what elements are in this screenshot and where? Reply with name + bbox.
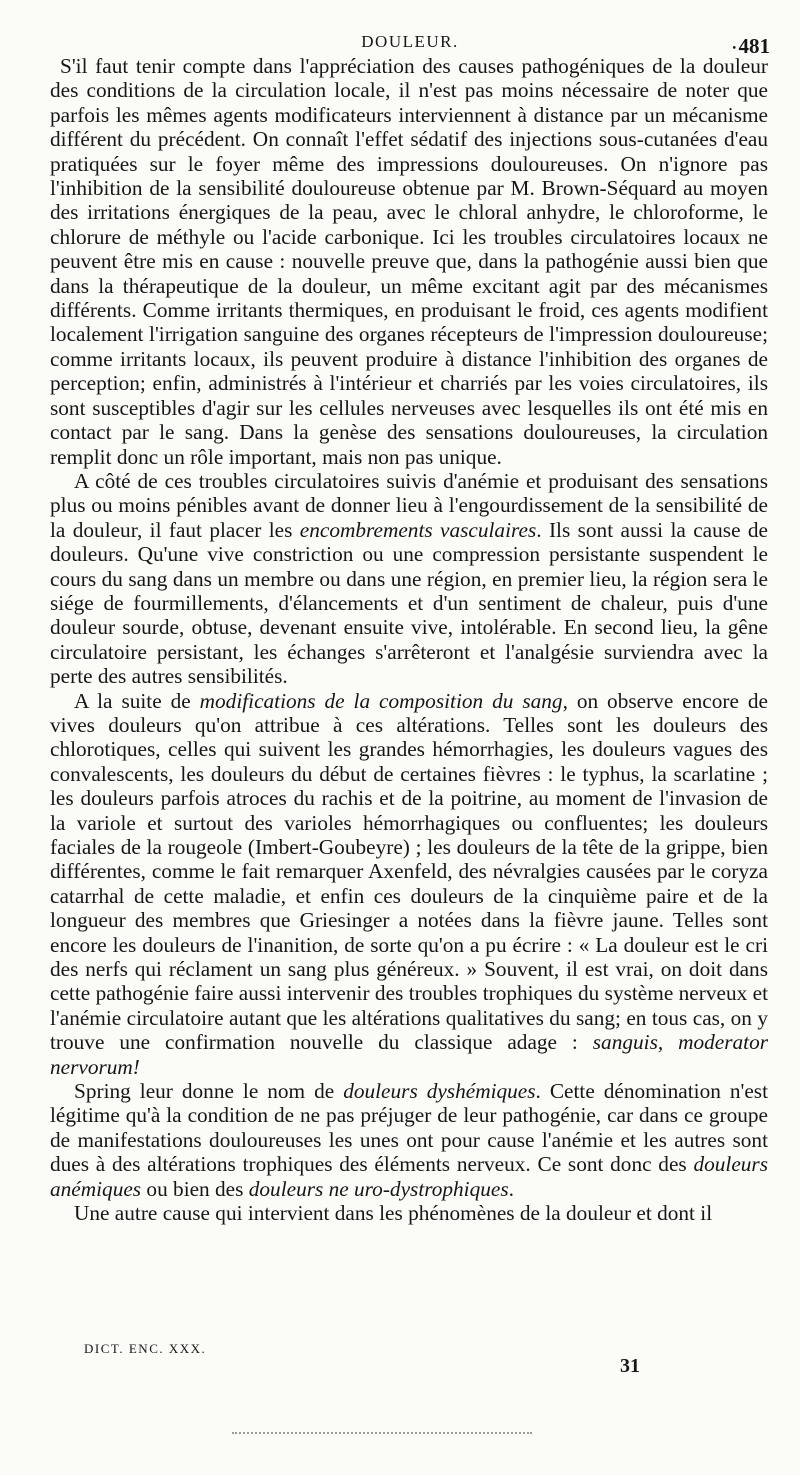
paragraph (50, 54, 768, 469)
text-run: . Ils sont aussi la cause de douleurs. Qu'une vive constriction ou une compression persistante suspendent le cours du sang dans un membre ou dans une région, en premier lieu, la région sera le siége de fourmillements, d'élancements et d'un sentiment de chaleur, puis d'une douleur sourde, obtuse, devenant ensuite vive, intolérable. En second lieu, la gêne circulatoire persistant, les échanges s'arrêteront et l'analgésie surviendra avec la perte des autres sensibilités. (50, 517, 768, 689)
signature-mark: DICT. ENC. XXX. (84, 1341, 207, 1356)
page-number: • 481 (732, 34, 770, 59)
running-title: DOULEUR. (361, 32, 459, 51)
paragraph (50, 469, 768, 689)
bottom-rule (232, 1432, 532, 1434)
italic-run: encombrements vasculaires (299, 517, 537, 542)
text-run: ou bien des (141, 1176, 249, 1201)
italic-run: douleurs dyshémiques (343, 1079, 536, 1104)
text-run: Spring leur donne le nom de (74, 1079, 344, 1104)
text-run: A la suite de (74, 688, 200, 713)
text-run: S'il faut tenir compte dans l'appréciation des causes pathogéniques de la douleur des conditions de la circulation locale, il n'est pas moins nécessaire de noter que parfois les mêmes agents modificateurs interviennent à distance par un mécanisme différent du précédent. On connaît l'effet sédatif des injections sous-cutanées d'eau pratiquées sur le foyer même des impressions douloureuses. On n'ignore pas l'inhibition de la sensibilité douloureuse obtenue par M. Brown-Séquard au moyen des irritations énergiques de la peau, avec le chloral anhydre, le chloroforme, le chlorure de méthyle ou l'acide carbonique. Ici les troubles circulatoires locaux ne peuvent être mis en cause : nouvelle preuve que, dans la pathogénie aussi bien que dans la thérapeutique de la douleur, un même excitant agit par des mécanismes différents. Comme irritants thermiques, en produisant le froid, ces agents modifient localement l'irrigation sanguine des organes récepteurs de l'impression douloureuse; comme irritants locaux, ils peuvent produire à distance l'inhibition des organes de perception; enfin, administrés à l'intérieur et charriés par les voies circulatoires, ils sont susceptibles d'agir sur les cellules nerveuses avec lesquelles ils ont été mis en contact par le sang. Dans la genèse des sensations douloureuses, la circulation remplit donc un rôle important, mais non pas unique. (50, 54, 768, 469)
italic-run: douleurs ne uro-dystrophiques (248, 1176, 509, 1201)
body-text (50, 54, 768, 1226)
text-run: . (508, 1176, 514, 1201)
italic-run: douleurs anémiques (50, 1152, 768, 1201)
text-run: , on observe encore de vives douleurs qu'on attribue à ces altérations. Telles sont les douleurs des chlorotiques, celles qui suivent les grandes hémorrhagies, les douleurs vagues des convalescents, les douleurs du début de certaines fièvres : le typhus, la scarlatine ; les douleurs parfois atroces du rachis et de la poitrine, au moment de l'invasion de la variole et surtout des varioles hémorrhagiques ou confluentes; les douleurs faciales de la rougeole (Imbert-Goubeyre) ; les douleurs de la tête de la grippe, bien différentes, comme le fait remarquer Axenfeld, des névralgies causées par le coryza catarrhal de cette maladie, et enfin ces douleurs de la cinquième paire et de la longueur des membres que Griesinger a notées dans la fièvre jaune. Telles sont encore les douleurs de l'inanition, de sorte qu'on a pu écrire : « La douleur est le cri des nerfs qui réclament un sang plus généreux. » Souvent, il est vrai, on doit dans cette pathogénie faire aussi intervenir des troubles trophiques du système nerveux et l'anémie circulatoire autant que les altérations qualitatives du sang; en tous cas, on y trouve une confirmation nouvelle du classique adage : (50, 688, 768, 1055)
page-footer (84, 1335, 684, 1395)
text-run: . Cette dénomination n'est légitime qu'à la condition de ne pas préjuger de leur pathogénie, car dans ce groupe de manifestations douloureuses les unes ont pour cause l'anémie et les autres sont dues à des altérations trophiques des éléments nerveux. Ce sont donc des (50, 1079, 769, 1177)
paragraph (50, 689, 768, 1080)
italic-run: sanguis, moderator nervorum! (50, 1030, 769, 1079)
paragraph (50, 1079, 768, 1201)
signature-number: 31 (620, 1355, 640, 1377)
text-run: A côté de ces troubles circulatoires suivis d'anémie et produisant des sensations plus ou moins pénibles avant de donner lieu à l'engourdissement de la sensibilité de la douleur, il faut placer les (50, 468, 768, 542)
text-run: Une autre cause qui intervient dans les phénomènes de la douleur et dont il (74, 1201, 713, 1226)
italic-run: modifications de la composition du sang (199, 688, 563, 713)
paragraph (50, 1201, 768, 1225)
